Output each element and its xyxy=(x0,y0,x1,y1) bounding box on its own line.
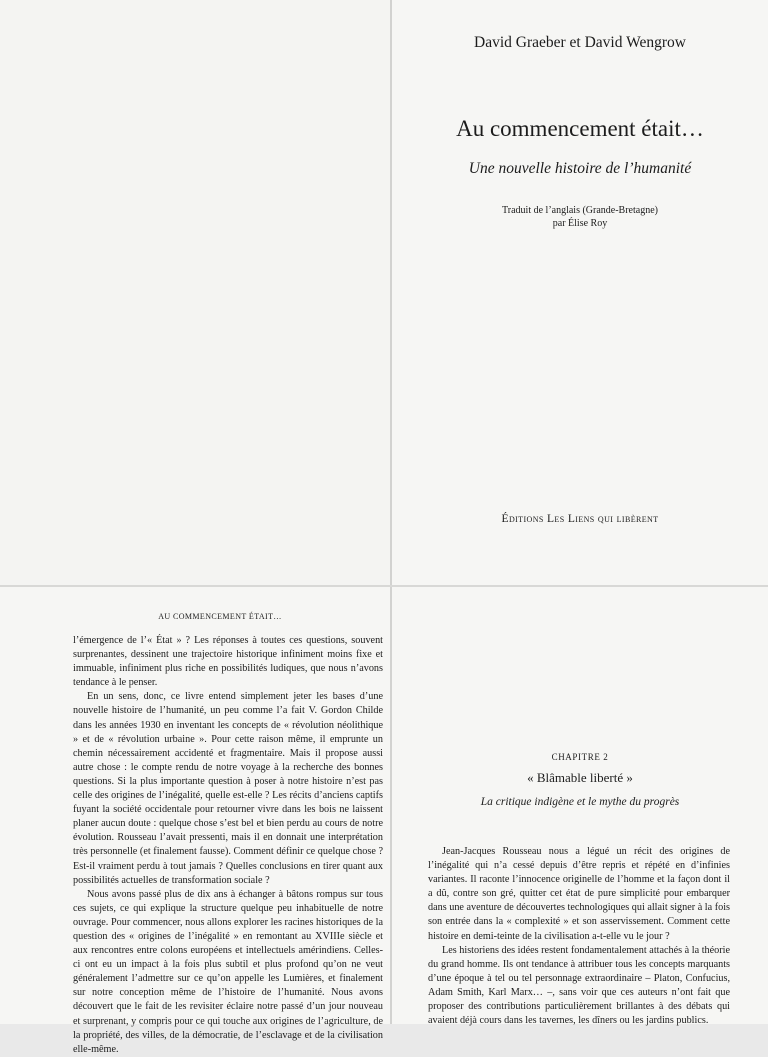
paragraph: Jean-Jacques Rousseau nous a légué un récit des origines de l’inégalité qui n’a cessé depuis d’être repris et répété en d’infinies variantes. Il raconte l’innocence originelle de l’homme et la façon dont il a dû, contre son gré, quitter cet état de pure simplicité pour embarquer dans une aventure de découvertes technologiques qui allait signer à la fois son entrée dans la « complexité » et son asservissement. Comment cette histoire en demi-teinte de la civilisation a-t-elle vu le jour ? xyxy=(428,846,730,942)
translator-line: par Élise Roy xyxy=(552,218,608,229)
book-title: Au commencement était… xyxy=(456,116,704,141)
paragraph: En un sens, donc, ce livre entend simplement jeter les bases d’une nouvelle histoire de l’humanité, un peu comme l’a fait V. Gordon Childe dans les années 1930 en inventant les concepts de « révolution néolithique » et de « révolution urbaine ». Pour cette raison même, il emprunte un chemin nécessairement accidenté et fragmentaire. Mais il propose aussi autre chose : le compte rendu de notre voyage à la recherche des bonnes questions. Si la plus importante question à poser à notre histoire n’est pas celle des origines de l’inégalité, quelle est-elle ? Les récits d’anciens captifs fuyant la société occidentale pour retourner vivre dans les bois ne laissent planer aucun doute : quelque chose s’est bel et bien perdu au cours de notre évolution. Rousseau l’avait pressenti, mais il en donnait une interprétation très personnelle (et finalement fausse). Comment définir ce quelque chose ? Est-il vraiment perdu à tout jamais ? Quelles conclusions en tirer quant aux possibilités actuelles de transformation sociale ? xyxy=(73,691,383,886)
paragraph: Nous avons passé plus de dix ans à échanger à bâtons rompus sur tous ces sujets, ce qui explique la structure quelque peu inhabituelle de notre ouvrage. Pour commencer, nous allons explorer les racines historiques de la question des « origines de l’inégalité » en remontant au XVIIIe siècle et aux rencontres entre colons européens et intellectuels amérindiens. Celles-ci ont eu un impact à la fois plus subtil et plus profond qu’on ne veut généralement l’admettre sur ce qu’on appelle les Lumières, et finalement sur notre conception même de l’histoire de l’humanité. Nous avons découvert que le fait de les revisiter éclaire notre passé d’un jour nouveau et surprenant, y compris pour ce qui touche aux origines de l’agriculture, de la propriété, des villes, de la démocratie, de l’esclavage et de la civilisation elle-même. xyxy=(73,888,383,1055)
chapter-subtitle: La critique indigène et le mythe du progrès xyxy=(480,796,680,808)
page-fold-horizontal xyxy=(0,585,768,587)
chapter-label: CHAPITRE 2 xyxy=(551,752,609,762)
chapter-title: « Blâmable liberté » xyxy=(527,770,633,785)
authors: David Graeber et David Wengrow xyxy=(474,34,686,51)
blank-page xyxy=(0,0,390,585)
running-head: AU COMMENCEMENT ÉTAIT… xyxy=(158,612,282,621)
translation-credits xyxy=(392,204,768,230)
page-fold-vertical xyxy=(390,0,392,1024)
translated-line: Traduit de l’anglais (Grande-Bretagne) xyxy=(502,205,658,216)
text-page-left xyxy=(0,587,390,1055)
chapter-body-text xyxy=(428,845,730,1028)
paragraph: Les historiens des idées restent fondamentalement attachés à la théorie du grand homme. Ils ont tendance à attribuer tous les concepts marquants d’une époque à tel ou tel personnage extraordinaire – Platon, Confucius, Adam Smith, Karl Marx… –, sans voir que ces auteurs n’ont fait que proposer des contributions particulièrement brillantes à des débats qui avaient déjà cours dans les tavernes, les dîners ou les jardins publics. xyxy=(428,944,730,1027)
chapter-page xyxy=(392,587,768,1027)
title-page xyxy=(392,0,768,585)
paragraph: l’émergence de l’« État » ? Les réponses à toutes ces questions, souvent surprenantes, dessinent une trajectoire historique infiniment moins fixe et immuable, infiniment plus riche en possibilités ludiques, que nous n’avons tendance à le penser. xyxy=(73,635,383,689)
body-text xyxy=(73,634,383,1057)
book-subtitle: Une nouvelle histoire de l’humanité xyxy=(468,160,692,177)
publisher: Éditions Les Liens qui libèrent xyxy=(501,513,659,525)
